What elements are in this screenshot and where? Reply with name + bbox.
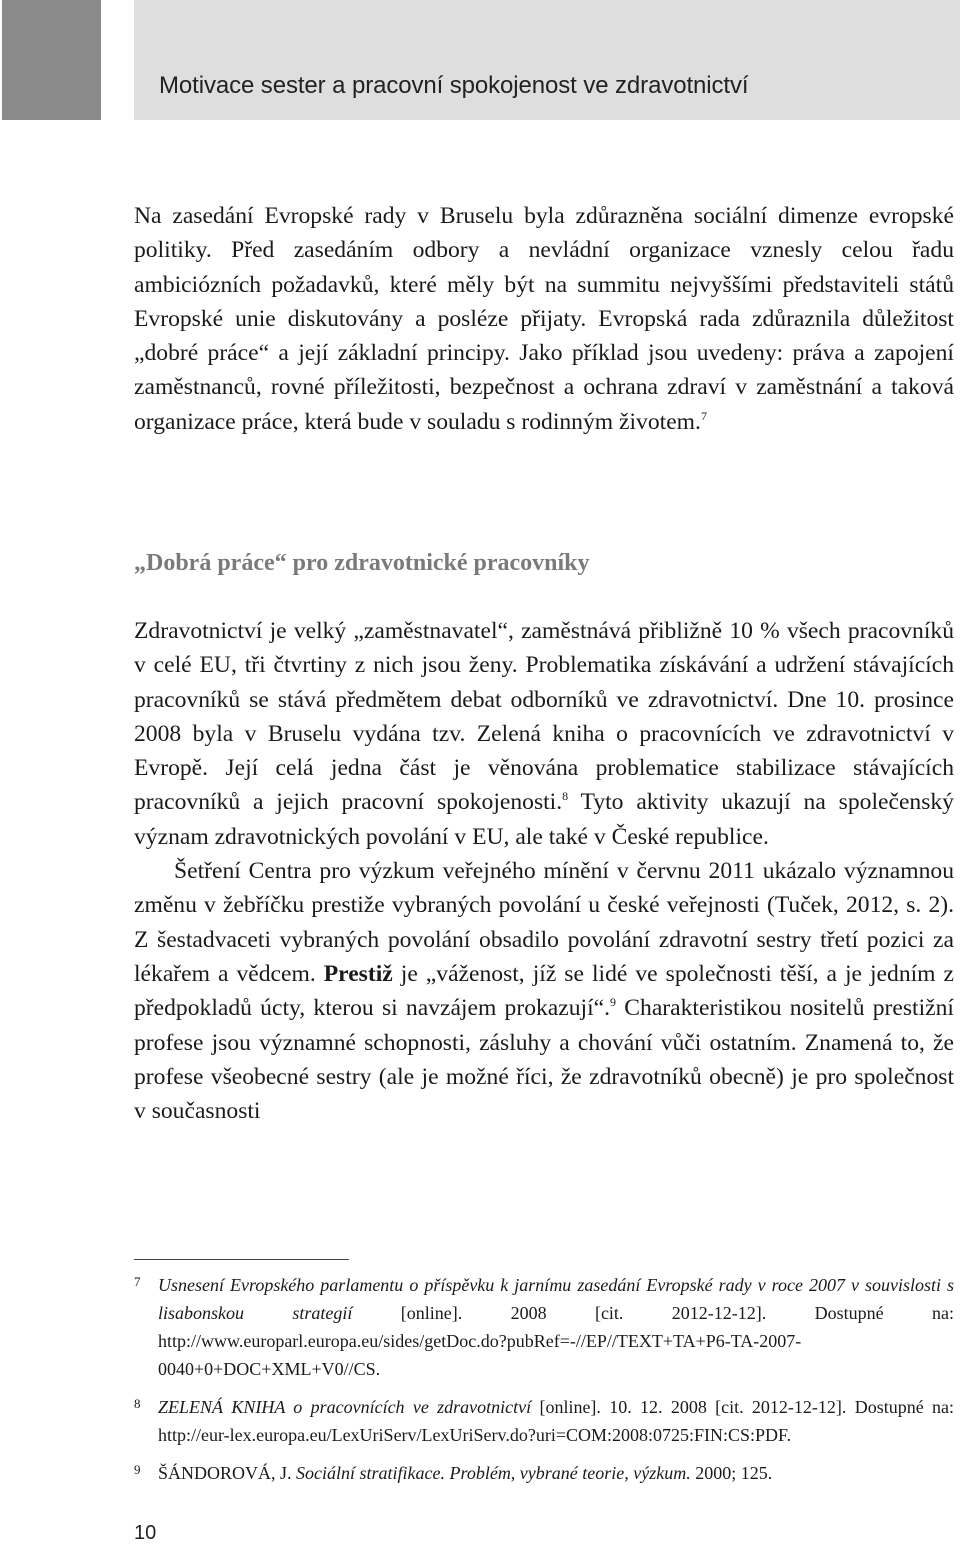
paragraph-3-text-b: je „váženost, jíž se lidé ve společnosti těší, a je jedním z předpokladů úcty, kterou si navzájem prokazují“. — [134, 960, 955, 1022]
footnotes — [134, 1271, 954, 1497]
footnote-8 — [134, 1393, 954, 1449]
footnote-ref-8[interactable]: 8 — [562, 789, 569, 804]
paragraph-3-text-a: Šetření Centra pro výzkum veřejného mínění v červnu 2011 ukázalo významnou změnu v žebříčku prestiže vybraných povolání u české veřejnosti (Tuček, 2012, s. 2). Z šestadvaceti vybraných povolání obsadilo povolání zdravotní sestry třetí pozici za lékařem a vědcem. — [134, 858, 954, 987]
footnote-ref-9[interactable]: 9 — [610, 995, 617, 1010]
footnote-9 — [134, 1459, 954, 1487]
footnote-title: Usnesení Evropského parlamentu o příspěvku k jarnímu zasedání Evropské rady v roce 2007 v souvislosti s lisabonskou strategií — [158, 1275, 954, 1323]
footnote-separator — [134, 1259, 349, 1260]
body-section-1 — [134, 199, 954, 439]
section-heading: „Dobrá práce“ pro zdravotnické pracovníky — [134, 550, 590, 576]
paragraph-1 — [134, 199, 954, 439]
body-section-2 — [134, 614, 954, 1128]
running-title: Motivace sester a pracovní spokojenost ve zdravotnictví — [159, 72, 749, 99]
paragraph-2 — [134, 614, 954, 854]
footnote-source: [online]. 10. 12. 2008 [cit. 2012-12-12]. Dostupné na: http://eur-lex.europa.eu/LexUriServ/LexUriServ.do?uri=COM:2008:0725:FIN:CS:PDF. — [158, 1397, 954, 1445]
header-band — [134, 0, 960, 120]
paragraph-3-bold-term: Prestiž — [323, 960, 393, 987]
footnote-title: Sociální stratifikace. Problém, vybrané teorie, výzkum. — [296, 1463, 691, 1483]
paragraph-3 — [134, 854, 954, 1128]
paragraph-2-text-b: Tyto aktivity ukazují na společenský význam zdravotnických povolání v EU, ale také v České republice. — [134, 789, 954, 850]
footnote-7 — [134, 1271, 954, 1383]
header-tab-block — [2, 0, 101, 120]
paragraph-1-text: Na zasedání Evropské rady v Bruselu byla zdůrazněna sociální dimenze evropské politiky. Před zasedáním odbory a nevládní organizace vznesly celou řadu ambiciózních požadavků, které měly být na summitu nejvyššími představiteli států Evropské unie diskutovány a posléze přijaty. Evropská rada zdůraznila důležitost „dobré práce“ a její základní principy. Jako příklad jsou uvedeny: práva a zapojení zaměstnanců, rovné příležitosti, bezpečnost a ochrana zdraví v zaměstnání a taková organizace práce, která bude v souladu s rodinným životem. — [134, 203, 954, 435]
footnote-source: 2000; 125. — [690, 1463, 773, 1483]
footnote-number: 9 — [134, 1462, 141, 1477]
footnote-author: ŠÁNDOROVÁ, J. — [158, 1463, 297, 1483]
footnote-ref-7[interactable]: 7 — [700, 408, 707, 423]
footnote-number: 7 — [134, 1274, 141, 1289]
footnote-title: ZELENÁ KNIHA o pracovnících ve zdravotnictví — [158, 1397, 532, 1417]
footnote-number: 8 — [134, 1396, 141, 1411]
footnote-source: [online]. 2008 [cit. 2012-12-12]. Dostupné na: http://www.europarl.europa.eu/sides/getDoc.do?pubRef=-//EP//TEXT+TA+P6-TA-2007-0040+0+DOC+XML+V0//CS. — [158, 1303, 954, 1379]
paragraph-3-text-c: Charakteristikou nositelů prestižní profese jsou významné schopnosti, zásluhy a chování vůči ostatním. Znamená to, že profese všeobecné sestry (ale je možné říci, že zdravotníků obecně) je pro společnost v současnosti — [134, 995, 954, 1125]
page-number: 10 — [134, 1522, 157, 1544]
paragraph-2-text-a: Zdravotnictví je velký „zaměstnavatel“, zaměstnává přibližně 10 % všech pracovníků v celé EU, tři čtvrtiny z nich jsou ženy. Problematika získávání a udržení stávajících pracovníků se stává předmětem debat odborníků ve zdravotnictví. Dne 10. prosince 2008 byla v Bruselu vydána tzv. Zelená kniha o pracovnících ve zdravotnictví v Evropě. Její celá jedna část je věnována problematice stabilizace stávajících pracovníků a jejich pracovní spokojenosti. — [134, 618, 954, 816]
